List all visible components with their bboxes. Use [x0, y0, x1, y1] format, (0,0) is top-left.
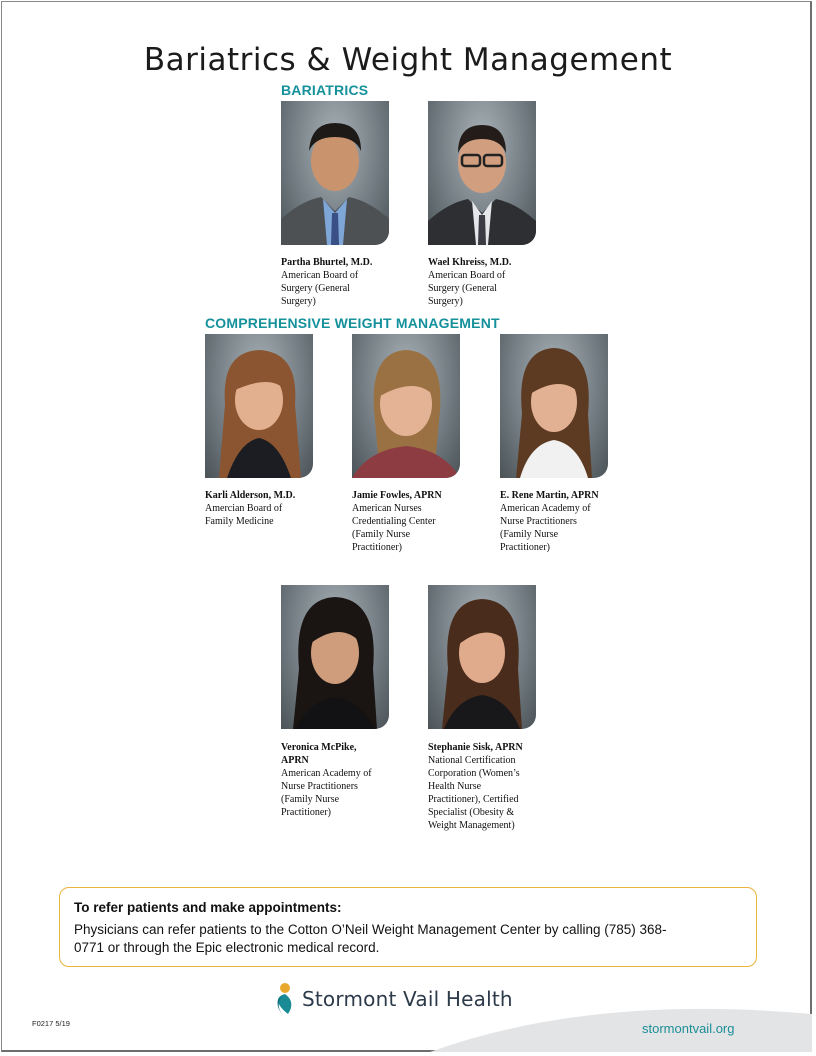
provider-credentials: National Certification Corporation (Women’s Health Nurse Practitioner), Certified Specialist (Obesity & Weight Management) — [428, 755, 520, 831]
provider-credentials: American Academy of Nurse Practitioners (Family Nurse Practitioner) — [500, 503, 591, 553]
provider-photo — [281, 101, 389, 245]
provider-name: Partha Bhurtel, M.D. — [281, 257, 373, 268]
provider-photo — [500, 334, 608, 478]
provider-credentials: American Academy of Nurse Practitioners (Family Nurse Practitioner) — [281, 768, 372, 818]
referral-heading: To refer patients and make appointments: — [74, 900, 342, 915]
provider-name: Stephanie Sisk, APRN — [428, 742, 523, 753]
provider-photo — [428, 585, 536, 729]
provider-credentials: Amercian Board of Family Medicine — [205, 503, 283, 527]
provider-name: Wael Khreiss, M.D. — [428, 257, 512, 268]
provider-photo — [281, 585, 389, 729]
provider-caption — [500, 489, 640, 554]
website-link[interactable]: stormontvail.org — [642, 1021, 735, 1036]
stormont-vail-logo — [274, 982, 513, 1016]
provider-credentials: American Nurses Credentialing Center (Family Nurse Practitioner) — [352, 503, 436, 553]
referral-body: Physicians can refer patients to the Cotton O’Neil Weight Management Center by calling (785) 368-0771 or through the Epic electronic medical record. — [74, 922, 667, 955]
logo-mark-icon — [274, 982, 296, 1016]
provider-credentials: American Board of Surgery (General Surgery) — [281, 270, 359, 307]
provider-caption — [205, 489, 345, 528]
form-code: F0217 5/19 — [32, 1019, 70, 1028]
provider-caption — [428, 741, 568, 832]
provider-caption — [428, 256, 568, 308]
provider-photo — [205, 334, 313, 478]
provider-caption — [281, 256, 421, 308]
provider-name: Jamie Fowles, APRN — [352, 490, 442, 501]
section-heading-bariatrics: BARIATRICS — [281, 82, 369, 98]
logo-text: Stormont Vail Health — [302, 987, 513, 1011]
provider-photo — [352, 334, 460, 478]
section-heading-weight-management: COMPREHENSIVE WEIGHT MANAGEMENT — [205, 315, 500, 331]
provider-caption — [281, 741, 421, 819]
provider-name: Veronica McPike, APRN — [281, 742, 357, 766]
provider-photo — [428, 101, 536, 245]
provider-name: E. Rene Martin, APRN — [500, 490, 599, 501]
provider-name: Karli Alderson, M.D. — [205, 490, 296, 501]
page-title: Bariatrics & Weight Management — [143, 42, 673, 78]
referral-box — [59, 887, 757, 967]
provider-credentials: American Board of Surgery (General Surgery) — [428, 270, 506, 307]
provider-caption — [352, 489, 492, 554]
